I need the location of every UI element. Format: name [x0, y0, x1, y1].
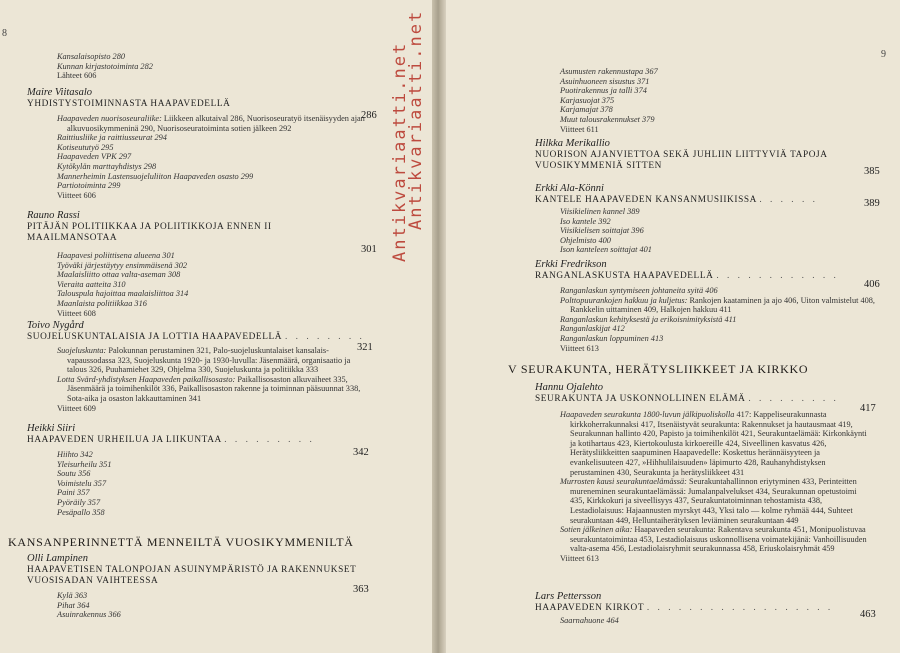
list-item: Pihat 364: [57, 600, 90, 610]
list-item: Murrosten kausi seurakuntaelämässä: Seurakuntahallinnon eriytyminen 433, Perinteitten mureneminen seurakuntaelämässä: Jumalanpalvelukset 434, Seurakunnan opetustoimi 435, Kirkkokuri ja siveellisyys 437, Seurakuntatoiminnan tehostamista 438, Lestadiolaisuus: Hajaannusten myrskyt 443, Yksi talo — kolme ryhmää 444, Suhteet seurakuntaan 449, Helluntaiherätyksen leviäminen seurakuntaan 449: [560, 477, 857, 525]
section-title: SEURAKUNTA JA USKONNOLLINEN ELÄMÄ . . . . . . . . .: [535, 394, 839, 404]
list-item: Viitteet 611: [560, 124, 599, 134]
list-item: Suojeluskunta: Palokunnan perustaminen 321, Palo-suojeluskuntalaiset kansalais-vapaussodassa 323, Suojeluskunta 1920- ja 1930-luvulla: Jäsenmäärä, organisaatio ja talous 326, Puuhamiehet 329, Ohjelma 330, Suojeluskunta ja politiikka 333: [57, 346, 351, 375]
section-author: Erkki Ala-Könni: [535, 183, 604, 194]
list-item: Viisikielinen kannel 389: [560, 207, 640, 216]
carryover-list-left: [57, 52, 357, 81]
list-item: Polttopuurankojen hakkuu ja kuljetus: Rankojen kaataminen ja ajo 406, Uiton valmistelut 408, Rankkelin uittaminen 409, Halkojen hakkuu 411: [560, 295, 876, 315]
part-title: KANSANPERINNETTÄ MENNEILTÄ VUOSIKYMMENILTÄ: [8, 535, 354, 549]
section-author: Erkki Fredrikson: [535, 259, 607, 270]
list-item: Viitteet 609: [57, 403, 96, 413]
section-title: PITÄJÄN POLITIIKKAA JA POLIITIKKOJA ENNEN II MAAILMANSOTAA: [27, 222, 272, 243]
section-page-number: 286: [361, 110, 377, 121]
item-text: Lähteet 606: [57, 71, 97, 81]
section-title: NUORISON AJANVIETTOA SEKÄ JUHLIIN LIITTYVIÄ TAPOJA VUOSIKYMMENIÄ SITTEN: [535, 150, 828, 171]
list-item: Ranganlaskun kehityksestä ja erikoisnimityksistä 411: [560, 314, 737, 324]
list-item: Iso kantele 392: [560, 216, 611, 226]
toc-section: [535, 590, 865, 614]
toc-section: [535, 137, 855, 172]
item-text: Kunnan kirjastotoiminta 282: [57, 61, 153, 71]
list-item: Viitteet 608: [57, 308, 96, 318]
list-item: Yleisurheilu 351: [57, 459, 112, 469]
list-item: Maalaisliitto ottaa valta-aseman 308: [57, 270, 181, 280]
section-title: HAAPAVEDEN URHEILUA JA LIIKUNTAA . . . . . . . . .: [27, 435, 315, 445]
list-item: Lotta Svärd-yhdistyksen Haapaveden paikallisosasto: Paikallisosaston alkuvaiheet 335, Jäsenmäärä ja toimihenkilöt 336, Paikallisosaston rakenne ja toiminnan pääsuunnat 338, Sota-aika ja osaston lakkauttaminen 341: [57, 374, 361, 403]
toc-section: [27, 422, 367, 446]
page-number-left: 8: [2, 28, 7, 39]
toc-section: [535, 258, 865, 282]
section-page-number: 342: [353, 447, 369, 458]
list-item: Paini 357: [57, 488, 90, 498]
list-item: Talouspula hajoittaa maalaisliittoa 314: [57, 289, 189, 299]
list-item: Puotirakennus ja talli 374: [560, 86, 647, 96]
section-items: [560, 286, 878, 353]
list-item: Muut talousrakennukset 379: [560, 114, 655, 124]
list-item: Ranganlaskun loppuminen 413: [560, 333, 664, 343]
section-author: Rauno Rassi: [27, 210, 80, 221]
section-items: [57, 591, 357, 620]
page-number-right: 9: [881, 49, 886, 60]
section-author: Maire Viitasalo: [27, 87, 93, 98]
list-item: Haapaveden VPK 297: [57, 152, 132, 162]
book-gutter: [432, 0, 446, 653]
toc-section: [535, 381, 865, 405]
section-items: [57, 251, 357, 318]
carryover-list-right: [560, 67, 860, 134]
list-item: Viitteet 613: [560, 553, 599, 563]
list-item: Ison kanteleen soittajat 401: [560, 245, 652, 255]
list-item: Pesäpallo 358: [57, 507, 105, 517]
list-item: Haapaveden seurakunta 1800-luvun jälkipuoliskolla 417: Kappeliseurakunnasta kirkkoherrakunnaksi 417, Itsenäistyvät seurakunta: Rakennukset ja hautausmaat 419, Seurakunnan hallinto 420, Papisto ja toimihenkilöt 421, Seurakuntaelämää: Kirkonkäynti ja kotihartaus 423, Kiertokoulusta kirkoereille 424, Siveellinen kasvatus 426, Herätysliikkeitten saapuminen Haapavedelle: Koskettus herännäisyyteen ja evankelisuuteen 427, »Hihhulilaisuuden» läpimurto 428, Rauhanyhdistyksen perustaminen 430, Seurakunta ja herätysliikkeet 431: [560, 410, 867, 477]
list-item: Mannerheimin Lastensuojeluliiton Haapaveden osasto 299: [57, 171, 254, 181]
section-title: SUOJELUSKUNTALAISIA JA LOTTIA HAAPAVEDELLÄ . . . . . . . .: [27, 332, 365, 342]
list-item: Partiotoiminta 299: [57, 181, 121, 191]
list-item: Voimistelu 357: [57, 478, 107, 488]
section-author: Toivo Nygård: [27, 320, 84, 331]
list-item: Ohjelmisto 400: [560, 235, 611, 245]
section-author: Lars Pettersson: [535, 591, 602, 602]
list-item: Työväki järjestäytyy ensimmäisenä 302: [57, 260, 188, 270]
list-item: Kotiseututyö 295: [57, 142, 114, 152]
list-item: Haapaveden nuorisoseuraliike: Liikkeen alkutaival 286, Nuorisoseuratyö itsenäisyyden ajan alkuvuosikymmeninä 290, Nuorisoseuratoiminta sotien jälkeen 292: [57, 114, 365, 133]
list-item: Asuinhuoneen sisustus 371: [560, 76, 650, 86]
list-item: Maanlaista politiikkaa 316: [57, 298, 147, 308]
section-page-number: 301: [361, 244, 377, 255]
section-items: [57, 346, 369, 413]
list-item: Viitteet 606: [57, 190, 96, 200]
list-item: Pyöräily 357: [57, 497, 101, 507]
section-author: Hannu Ojalehto: [535, 382, 603, 393]
section-items: [560, 616, 860, 626]
section-author: Hilkka Merikallio: [535, 138, 610, 149]
list-item: Soutu 356: [57, 469, 91, 479]
watermark-text: Antikvariaatti.net: [406, 9, 426, 230]
list-item: Asumusten rakennustapa 367: [560, 67, 658, 76]
section-items: [57, 114, 369, 200]
list-item: Ranganlaskun syntymiseen johtaneita syitä 406: [560, 286, 718, 295]
section-title: HAAPAVETISEN TALONPOJAN ASUINYMPÄRISTÖ JA RAKENNUKSET VUOSISADAN VAIHTEESSA: [27, 565, 357, 586]
section-page-number: 363: [353, 584, 369, 595]
list-item: Asuinrakennus 366: [57, 610, 121, 620]
section-page-number: 406: [864, 279, 880, 290]
list-item: Raittiusliike ja raittiusseurat 294: [57, 133, 167, 143]
list-item: Viisikielisen soittajat 396: [560, 226, 644, 236]
list-item: Karjasuojat 375: [560, 95, 615, 105]
list-item: Kylä 363: [57, 591, 88, 600]
section-page-number: 321: [357, 342, 373, 353]
section-title: HAAPAVEDEN KIRKOT . . . . . . . . . . . . . . . . . .: [535, 603, 834, 613]
section-items: [560, 410, 872, 564]
toc-section: [27, 319, 367, 343]
part-title: V SEURAKUNTA, HERÄTYSLIIKKEET JA KIRKKO: [508, 362, 809, 376]
list-item: [57, 62, 357, 72]
section-page-number: 417: [860, 403, 876, 414]
section-title: YHDISTYSTOIMINNASTA HAAPAVEDELLÄ: [27, 99, 231, 109]
list-item: Karjamajat 378: [560, 105, 613, 115]
section-author: Olli Lampinen: [27, 553, 88, 564]
section-items: [560, 207, 860, 255]
toc-section: [27, 86, 387, 110]
list-item: Vieraita aatteita 310: [57, 279, 126, 289]
toc-section: [27, 552, 367, 587]
list-item: Ranganlaskijat 412: [560, 324, 625, 334]
list-item: Kytökylän marttayhdistys 298: [57, 161, 157, 171]
section-page-number: 389: [864, 198, 880, 209]
watermark-text: Antikvariaatti.net: [390, 41, 410, 262]
list-item: Sotien jälkeinen aika: Haapaveden seurakunta: Rakentava seurakunta 451, Monipuolistuvaa seurakuntatoimintaa 453, Lestadiolaisuus uskonnollisena voimatekijänä: Vanhoillisuuden valta-asema 456, Lestadiolaisryhmit seurakunnassa 458, Eriuskolaisryhmät 459: [560, 525, 867, 554]
item-text: Kansalaisopisto 280: [57, 52, 125, 61]
left-page: [0, 0, 432, 653]
list-item: [57, 52, 357, 62]
section-title: RANGANLASKUSTA HAAPAVEDELLÄ . . . . . . . . . . . .: [535, 271, 839, 281]
section-page-number: 463: [860, 609, 876, 620]
section-items: [57, 450, 357, 517]
list-item: [57, 71, 357, 81]
list-item: Haapavesi poliittisena alueena 301: [57, 251, 175, 260]
toc-section: [535, 182, 855, 206]
section-author: Heikki Siiri: [27, 423, 76, 434]
right-page: [446, 0, 900, 653]
section-page-number: 385: [864, 166, 880, 177]
toc-section: [27, 209, 357, 244]
list-item: Viitteet 613: [560, 343, 599, 353]
list-item: Hiihto 342: [57, 450, 93, 459]
section-title: KANTELE HAAPAVEDEN KANSANMUSIIKISSA . . . . . .: [535, 195, 818, 205]
list-item: Saarnahuone 464: [560, 616, 619, 625]
